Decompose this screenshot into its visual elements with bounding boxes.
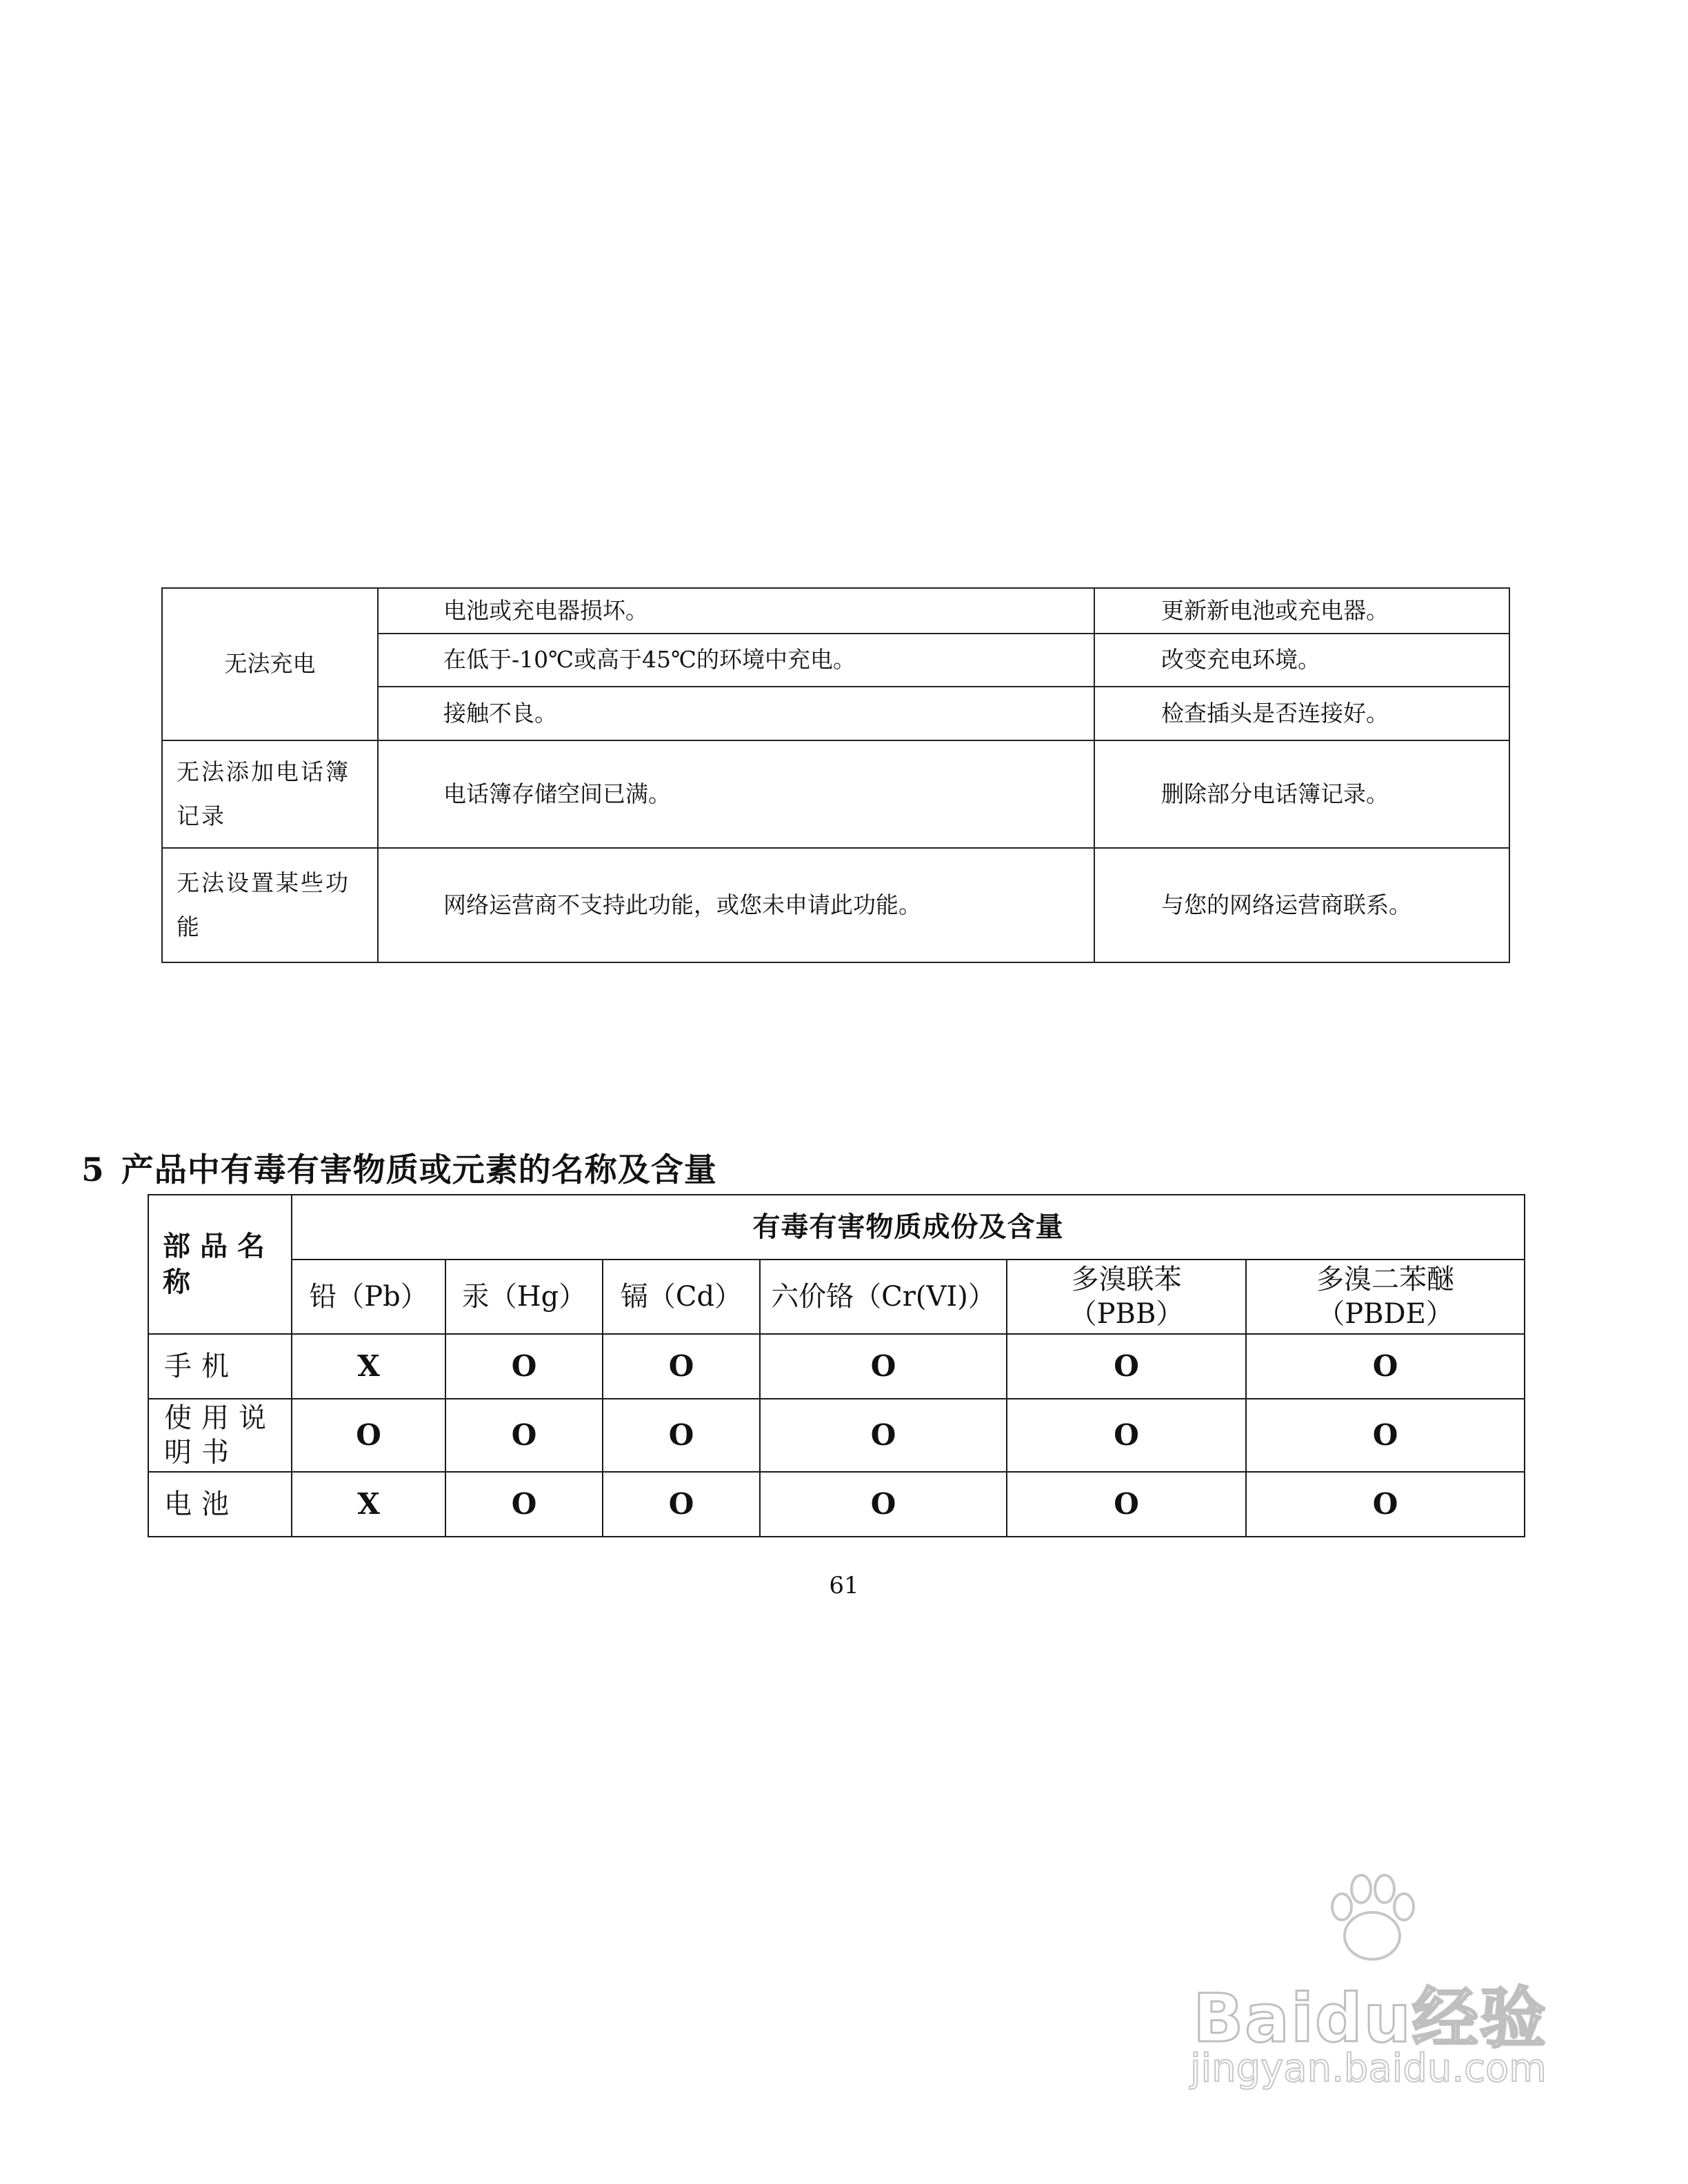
table-row <box>148 1399 1525 1472</box>
value-cell: O <box>760 1399 1007 1472</box>
solution-cell: 与您的网络运营商联系。 <box>1094 848 1509 962</box>
part-name-header: 部品名称 <box>148 1195 292 1334</box>
watermark-brand: Baidu经验 <box>1193 1980 1547 2057</box>
value-cell: O <box>603 1334 760 1399</box>
value-cell: O <box>1007 1472 1246 1537</box>
solution-cell: 检查插头是否连接好。 <box>1094 687 1509 740</box>
part-name-cell: 使用说明书 <box>148 1399 292 1472</box>
problem-cell: 无法设置某些功能 <box>162 848 378 962</box>
value-cell: O <box>1246 1334 1525 1399</box>
value-cell: X <box>292 1334 445 1399</box>
table-header-row <box>148 1195 1525 1260</box>
value-cell: O <box>760 1472 1007 1537</box>
section-number: 5 <box>81 1151 105 1189</box>
part-name-cell: 手机 <box>148 1334 292 1399</box>
table-row <box>148 1334 1525 1399</box>
solution-cell: 改变充电环境。 <box>1094 634 1509 687</box>
value-cell: O <box>603 1399 760 1472</box>
value-cell: O <box>1007 1399 1246 1472</box>
paw-logo-icon <box>1317 1861 1427 1972</box>
value-cell: X <box>292 1472 445 1537</box>
table-row <box>162 848 1509 962</box>
solution-cell: 删除部分电话簿记录。 <box>1094 740 1509 848</box>
cause-cell: 电池或充电器损坏。 <box>378 588 1094 634</box>
cause-cell: 接触不良。 <box>378 687 1094 740</box>
baidu-watermark <box>1172 1861 1600 2089</box>
troubleshooting-table <box>161 587 1510 963</box>
substance-header-row <box>148 1260 1525 1334</box>
substance-header-pbde: 多溴二苯醚 （PBDE） <box>1246 1260 1525 1334</box>
cause-cell: 网络运营商不支持此功能，或您未申请此功能。 <box>378 848 1094 962</box>
substance-header-cadmium: 镉（Cd） <box>603 1260 760 1334</box>
value-cell: O <box>1007 1334 1246 1399</box>
value-cell: O <box>445 1399 603 1472</box>
substance-header-lead: 铅（Pb） <box>292 1260 445 1334</box>
value-cell: O <box>760 1334 1007 1399</box>
value-cell: O <box>445 1334 603 1399</box>
solution-cell: 更新新电池或充电器。 <box>1094 588 1509 634</box>
cause-cell: 在低于-10℃或高于45℃的环境中充电。 <box>378 634 1094 687</box>
problem-cell: 无法添加电话簿记录 <box>162 740 378 848</box>
problem-text: 无法充电 <box>224 650 316 678</box>
cause-cell: 电话簿存储空间已满。 <box>378 740 1094 848</box>
section-title: 产品中有毒有害物质或元素的名称及含量 <box>121 1151 717 1189</box>
value-cell: O <box>445 1472 603 1537</box>
part-name-cell: 电池 <box>148 1472 292 1537</box>
hazard-substances-table <box>148 1194 1525 1537</box>
substance-header-pbb: 多溴联苯 （PBB） <box>1007 1260 1246 1334</box>
value-cell: O <box>603 1472 760 1537</box>
table-row <box>162 740 1509 848</box>
table-row <box>162 588 1509 634</box>
value-cell: O <box>1246 1472 1525 1537</box>
table-row <box>148 1472 1525 1537</box>
section-heading <box>81 1144 717 1191</box>
value-cell: O <box>292 1399 445 1472</box>
value-cell: O <box>1246 1399 1525 1472</box>
page-number: 61 <box>829 1572 859 1599</box>
watermark-url: jingyan.baidu.com <box>1190 2046 1547 2091</box>
substance-group-header: 有毒有害物质成份及含量 <box>292 1195 1525 1260</box>
substance-header-mercury: 汞（Hg） <box>445 1260 603 1334</box>
substance-header-chromium: 六价铬（Cr(VI)） <box>760 1260 1007 1334</box>
problem-cell <box>162 588 378 740</box>
